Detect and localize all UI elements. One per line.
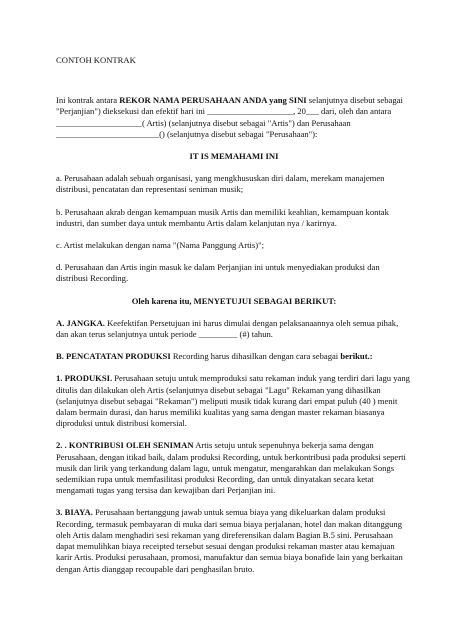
clause-contribution [56, 440, 412, 496]
clause-contribution-label: 2. . KONTRIBUSI OLEH SENIMAN [56, 440, 194, 451]
section-term-label: A. JANGKA. [56, 317, 105, 328]
recital-c: c. Artist melakukan dengan nama "(Nama Panggung Artis)"; [56, 240, 264, 251]
recital-b: b. Perusahaan akrab dengan kemampuan musik Artis dan memiliki keahlian, kemampuan kontak industri, dan sumber daya untuk membantu Artis dalam kelanjutan nya / karirnya. [56, 206, 389, 228]
recital-a: a. Perusahaan adalah sebuah organisasi, yang mengkhususkan diri dalam, merekam manajemen distribusi, pencatatan dan representasi seniman musik; [56, 173, 385, 195]
intro-text-2: selanjutnya disebut sebagai "Perjanjian") dieksekusi dan efektif hari ini ____________________, 20___ dari, oleh dan antara ____________________( Artis) (selanjutnya disebut sebagai "Artis") dan Perusahaan ________________________() (selanjutnya disebut sebagai "Perusahaan"): [56, 95, 403, 139]
clause-production-text: Perusahaan setuju untuk memproduksi satu rekaman induk yang terdiri dari lagu yang ditulis dan dilakukan oleh Artis (selanjutnya disebut sebagai "Lagu" Rekaman yang dihasilkan (selanjutnya disebut sebagai "Rekaman") meliputi musik tidak kurang dari empat puluh (40 ) menit dalam bermain durasi, dan harus memiliki kualitas yang sama dengan master rekaman biasanya diproduksi untuk distribusi komersial. [56, 373, 410, 429]
section-production [56, 351, 412, 362]
section-production-label: B. PENCATATAN PRODUKSI [56, 351, 171, 362]
clause-costs-text: Perusahaan bertanggung jawab untuk semua biaya yang dikeluarkan dalam produksi Recording, termasuk pembayaran di muka dari semua biaya perjalanan, hotel dan makan ditanggung oleh Artis dalam menghadiri sesi rekaman yang direferensikan dalam Bagian B.5 sini. Perusahaan dapat memulihkan biaya receipted tersebut sesuai dengan produksi rekaman master atau kemajuan karir Artis. Produksi perusahaan, promosi, manufaktur dan semua biaya bonafide lain yang berkaitan dengan Artis dianggap recoupable dari penghasilan bruto. [56, 507, 403, 574]
heading-understanding: IT IS MEMAHAMI INI [189, 151, 279, 162]
section-term-text: Keefektifan Persetujuan ini harus dimulai dengan pelaksanaannya oleh semua pihak, dan akan terus selanjutnya untuk periode _________ (#) tahun. [56, 317, 399, 340]
section-term [56, 318, 412, 340]
clause-production-label: 1. PRODUKSI. [56, 373, 113, 384]
recital-d: d. Perusahaan dan Artis ingin masuk ke dalam Perjanjian ini untuk menyediakan produksi dan distribusi Recording. [56, 262, 380, 284]
clause-costs-label: 3. BIAYA. [56, 507, 93, 518]
section-production-end: berikut.: [340, 351, 373, 362]
company-name: REKOR NAMA PERUSAHAAN ANDA yang SINI [119, 95, 307, 106]
clause-costs [56, 507, 412, 574]
heading-agreement: Oleh karena itu, MENYETUJUI SEBAGAI BERIKUT: [131, 295, 337, 306]
intro-paragraph [56, 95, 412, 140]
clause-production [56, 373, 412, 429]
clause-contribution-text: Artis setuju untuk sepenuhnya bekerja sama dengan Perusahaan, dengan itikad baik, dalam produksi Recording, untuk berkontribusi pada produksi seperti musik dan lirik yang terkandung dalam lagu, untuk mengatur, mengarahkan dan melakukan Songs sedemikian rupa untuk memfasilitasi produksi Recording, dan untuk dinyatakan secara ketat mengamati tugas yang tersisa dan kewajiban dari Perjanjian ini. [56, 440, 406, 496]
intro-text-1: Ini kontrak antara [56, 95, 120, 106]
section-production-text: Recording harus dihasilkan dengan cara sebagai [170, 351, 341, 362]
document-title: CONTOH KONTRAK [56, 55, 136, 65]
